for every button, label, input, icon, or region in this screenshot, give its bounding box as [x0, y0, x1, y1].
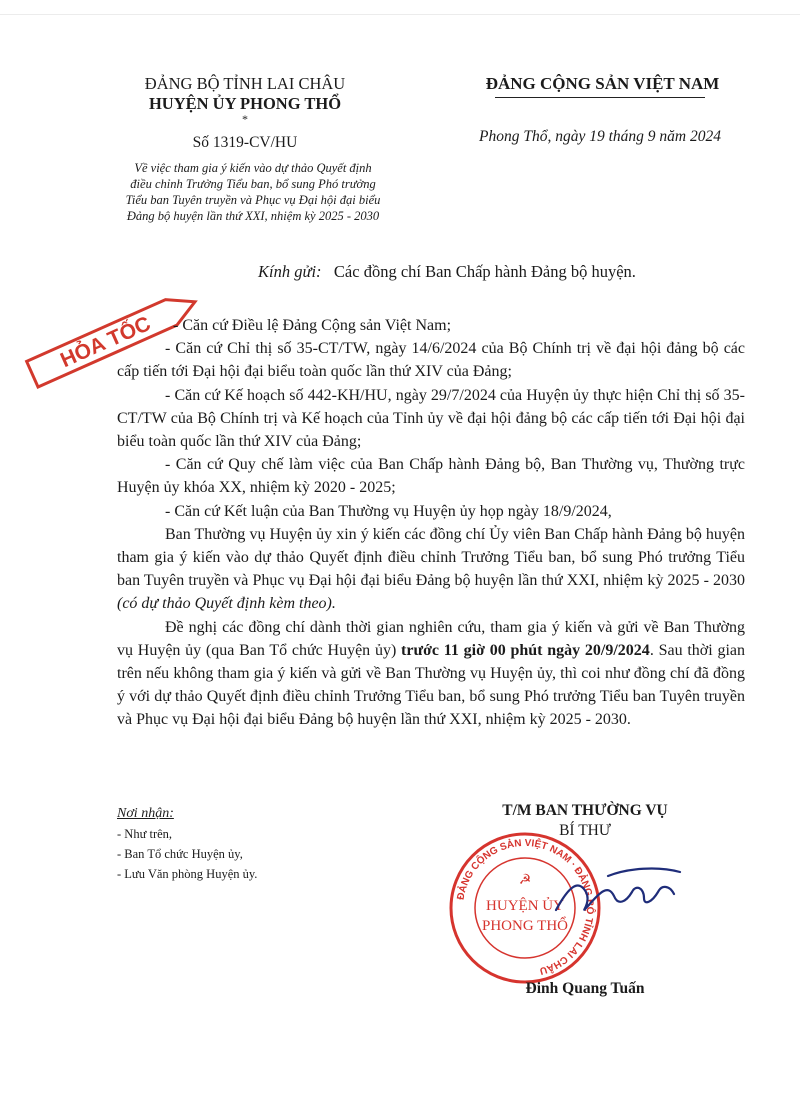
- place-and-date: Phong Thổ, ngày 19 tháng 9 năm 2024: [479, 128, 721, 145]
- handwritten-signature: [548, 858, 688, 928]
- subject-line: điều chỉnh Trưởng Tiểu ban, bổ sung Phó trưởng: [130, 177, 376, 191]
- addressee-line: [258, 262, 636, 282]
- recipient-item: - Lưu Văn phòng Huyện ủy.: [117, 867, 258, 881]
- deadline-consequence: . Sau thời gian trên nếu không tham gia ý kiến và gửi về Ban Thường vụ Huyện ủy, thì coi như đồng chí đã đồng ý với dự thảo Quyết định điều chỉnh Trưởng Tiểu ban, bổ sung Phó trưởng Tiểu ban Tuyên truyền và Phục vụ Đại hội đại biểu Đảng bộ huyện lần thứ XXI, nhiệm kỳ 2025 - 2030.: [117, 641, 745, 729]
- body-paragraph: - Căn cứ Kết luận của Ban Thường vụ Huyện ủy họp ngày 18/9/2024,: [165, 502, 612, 520]
- body-paragraph: - Căn cứ Điều lệ Đảng Cộng sản Việt Nam;: [173, 317, 452, 334]
- document-subject: [88, 160, 418, 224]
- seal-inner-line1: HUYỆN ỦY: [486, 898, 564, 914]
- signature-role: BÍ THƯ: [559, 822, 611, 839]
- document-number: Số 1319-CV/HU: [192, 134, 298, 151]
- seal-outer-text: ĐẢNG CỘNG SẢN VIỆT NAM · ĐẢNG BỘ TỈNH LAI CHÂU: [455, 837, 596, 977]
- recipients-block: [117, 804, 377, 884]
- party-name: ĐẢNG CỘNG SẢN VIỆT NAM: [485, 74, 720, 93]
- org-star: *: [242, 112, 248, 126]
- request-text: Ban Thường vụ Huyện ủy xin ý kiến các đồng chí Ủy viên Ban Chấp hành Đảng bộ huyện tham gia ý kiến vào dự thảo Quyết định điều chỉnh Trưởng Tiểu ban, bổ sung Phó trưởng Tiểu ban Tuyên truyền và Phục vụ Đại hội đại biểu Đảng bộ huyện lần thứ XXI, nhiệm kỳ 2025 - 2030: [117, 525, 745, 590]
- signer-name: Đinh Quang Tuấn: [525, 980, 645, 997]
- body-paragraph: [117, 523, 745, 616]
- addressee-label: Kính gửi:: [258, 262, 322, 281]
- deadline-intro: Đề nghị các đồng chí dành thời gian nghiên cứu, tham gia ý kiến và gửi về Ban Thường vụ Huyện ủy (qua Ban Tổ chức Huyện ủy): [117, 618, 745, 659]
- recipient-item: - Như trên,: [117, 827, 173, 841]
- seal-inner-line2: PHONG THỔ: [482, 918, 568, 934]
- attachment-note: (có dự thảo Quyết định kèm theo).: [117, 595, 336, 613]
- scan-edge-line: [0, 14, 800, 15]
- seal-emblem-icon: ☭: [518, 873, 532, 888]
- document-body: [117, 314, 745, 732]
- subject-line: Đảng bộ huyện lần thứ XXI, nhiệm kỳ 2025 - 2030: [126, 209, 380, 223]
- subject-line: Tiểu ban Tuyên truyền và Phục vụ Đại hội đại biểu: [125, 193, 381, 207]
- recipients-label: Nơi nhận:: [117, 806, 174, 821]
- org-name: HUYỆN ỦY PHONG THỔ: [148, 94, 342, 113]
- addressee-recipient: Các đồng chí Ban Chấp hành Đảng bộ huyện.: [333, 262, 636, 281]
- subject-line: Về việc tham gia ý kiến vào dự thảo Quyết định: [134, 161, 372, 175]
- body-paragraph: [117, 616, 745, 732]
- body-paragraph: - Căn cứ Chỉ thị số 35-CT/TW, ngày 14/6/2024 của Bộ Chính trị về đại hội đảng bộ các cấp tiến tới Đại hội đại biểu toàn quốc lần thứ XIV của Đảng;: [117, 340, 745, 381]
- deadline-text: trước 11 giờ 00 phút ngày 20/9/2024: [401, 641, 650, 659]
- signature-title: T/M BAN THƯỜNG VỤ: [502, 802, 668, 819]
- body-paragraph: - Căn cứ Quy chế làm việc của Ban Chấp hành Đảng bộ, Ban Thường vụ, Thường trực Huyện ủy khóa XX, nhiệm kỳ 2020 - 2025;: [117, 456, 745, 497]
- org-parent-name: ĐẢNG BỘ TỈNH LAI CHÂU: [144, 74, 346, 93]
- party-underline: [495, 97, 705, 98]
- body-paragraph: - Căn cứ Kế hoạch số 442-KH/HU, ngày 29/7/2024 của Huyện ủy thực hiện Chỉ thị số 35-CT/TW của Bộ Chính trị và Kế hoạch của Tỉnh ủy về đại hội đảng bộ các cấp tiến tới Đại hội đại biểu toàn quốc lần thứ XIV của Đảng;: [117, 386, 745, 451]
- urgent-stamp-text: HỎA TỐC: [57, 312, 155, 373]
- recipient-item: - Ban Tổ chức Huyện ủy,: [117, 847, 243, 861]
